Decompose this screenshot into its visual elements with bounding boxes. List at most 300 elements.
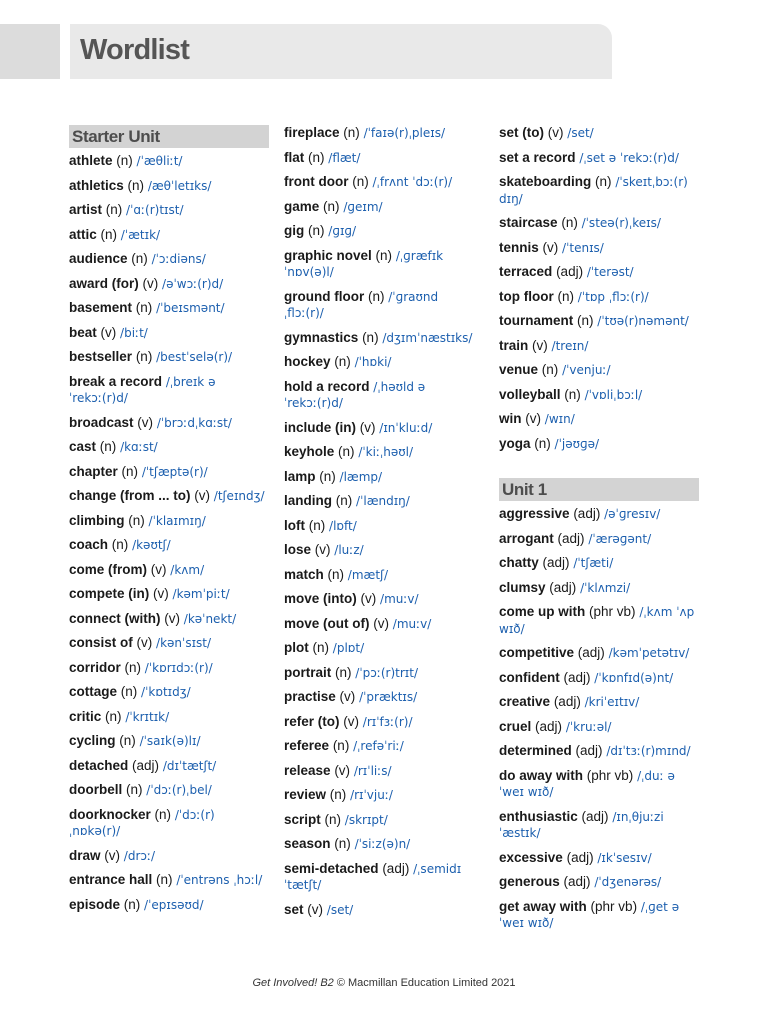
pronunciation: /set/ [567, 126, 594, 140]
wordlist-entry [499, 125, 699, 142]
pronunciation: /ˈepɪsəʊd/ [144, 897, 204, 912]
headword: chatty [499, 555, 539, 570]
footer-book-title: Get Involved! B2 [252, 977, 334, 989]
wordlist-entry [69, 415, 269, 432]
wordlist-entry [284, 714, 484, 731]
part-of-speech: (n) [334, 836, 351, 851]
headword: confident [499, 669, 560, 685]
pronunciation: /skrɪpt/ [344, 812, 388, 827]
part-of-speech: (v) [307, 901, 324, 917]
part-of-speech: (adj) [557, 530, 585, 546]
wordlist-entry [284, 223, 484, 240]
wordlist-entry [499, 313, 699, 330]
part-of-speech: (n) [127, 177, 145, 193]
wordlist-entry [284, 518, 484, 535]
headword: train [499, 337, 529, 353]
section-heading-unit-1: Unit 1 [499, 478, 699, 501]
wordlist-entry [499, 506, 699, 523]
pronunciation: /ˈɡraʊnd ˌflɔː(r)/ [284, 289, 439, 320]
pronunciation: /ˈkrɪtɪk/ [125, 709, 170, 724]
part-of-speech: (v) [547, 125, 564, 140]
entry-list [284, 125, 484, 918]
wordlist-entry [69, 300, 269, 317]
pronunciation: /əˈɡresɪv/ [604, 507, 661, 521]
headword: award (for) [69, 275, 139, 291]
wordlist-entry [69, 251, 269, 268]
wordlist-entry [284, 469, 484, 486]
wordlist-entry [69, 513, 269, 530]
pronunciation: /æθˈletɪks/ [147, 178, 212, 193]
part-of-speech: (n) [124, 659, 142, 675]
wordlist-entry [284, 248, 484, 281]
part-of-speech: (n) [335, 664, 352, 680]
part-of-speech: (n) [126, 782, 143, 797]
part-of-speech: (v) [532, 337, 548, 353]
pronunciation: /ˌfrʌnt ˈdɔː(r)/ [372, 175, 453, 189]
headword: doorknocker [69, 806, 151, 822]
headword: script [284, 811, 321, 827]
headword: compete (in) [69, 586, 150, 601]
part-of-speech: (n) [154, 806, 172, 822]
wordlist-entry [284, 493, 484, 510]
wordlist-entry [284, 420, 484, 437]
pronunciation: /ˈdɔː(r)ˌbel/ [146, 783, 212, 797]
headword: gymnastics [284, 329, 359, 345]
wordlist-entry [284, 150, 484, 167]
headword: set [284, 901, 304, 917]
part-of-speech: (n) [323, 198, 340, 214]
headword: match [284, 566, 324, 582]
headword: set (to) [499, 125, 544, 140]
pronunciation: /plɒt/ [332, 641, 365, 655]
part-of-speech: (adj) [382, 860, 410, 876]
headword: tennis [499, 239, 539, 255]
part-of-speech: (n) [595, 174, 612, 189]
wordlist-entry [284, 665, 484, 682]
pronunciation: /kəmˈpiːt/ [172, 587, 230, 601]
headword: artist [69, 202, 103, 217]
headword: skateboarding [499, 174, 592, 189]
headword: come up with [499, 604, 586, 619]
headword: doorbell [69, 782, 123, 797]
part-of-speech: (n) [308, 223, 325, 238]
part-of-speech: (v) [194, 488, 211, 503]
part-of-speech: (v) [373, 615, 390, 631]
entry-list [69, 153, 269, 913]
headword: basement [69, 300, 133, 315]
pronunciation: /ˈterəst/ [586, 265, 634, 279]
pronunciation: /mætʃ/ [347, 567, 389, 582]
pronunciation: /drɔː/ [123, 848, 156, 863]
headword: audience [69, 251, 128, 266]
part-of-speech: (n) [352, 174, 369, 189]
headword: entrance hall [69, 872, 153, 887]
pronunciation: /ˈfaɪə(r)ˌpleɪs/ [363, 126, 446, 140]
headword: gig [284, 223, 305, 238]
part-of-speech: (v) [137, 414, 154, 430]
part-of-speech: (v) [100, 324, 117, 340]
wordlist-entry [69, 733, 269, 750]
pronunciation: /ˈsiːz(ə)n/ [354, 837, 411, 851]
wordlist-entry [69, 178, 269, 195]
headword: excessive [499, 849, 563, 865]
part-of-speech: (n) [119, 733, 136, 748]
wordlist-entry [284, 616, 484, 633]
headword: coach [69, 537, 109, 552]
part-of-speech: (n) [334, 354, 351, 369]
wordlist-entry [499, 240, 699, 257]
headword: yoga [499, 435, 531, 451]
section-spacer [499, 460, 699, 478]
wordlist-entry [69, 227, 269, 244]
headword: cruel [499, 718, 532, 734]
pronunciation: /ˈtʃæptə(r)/ [141, 464, 208, 479]
pronunciation: /ˌduː əˈweɪ wɪð/ [499, 768, 675, 799]
wordlist-entry [69, 276, 269, 293]
part-of-speech: (n) [577, 313, 594, 328]
page-title: Wordlist [80, 34, 190, 66]
pronunciation: /ˈtenɪs/ [562, 240, 604, 255]
part-of-speech: (phr vb) [590, 898, 638, 914]
part-of-speech: (adj) [542, 555, 570, 570]
pronunciation: /ɪkˈsesɪv/ [597, 850, 652, 865]
part-of-speech: (n) [131, 251, 148, 266]
headword: athletics [69, 177, 124, 193]
pronunciation: /kəʊtʃ/ [132, 538, 171, 552]
pronunciation: /kəmˈpetətɪv/ [608, 646, 690, 660]
part-of-speech: (n) [332, 738, 350, 753]
pronunciation: /ˈlændɪŋ/ [356, 494, 410, 508]
wordlist-entry [499, 694, 699, 711]
wordlist-entry [284, 289, 484, 322]
pronunciation: /ˈklaɪmɪŋ/ [148, 513, 206, 528]
wordlist-entry [499, 362, 699, 379]
wordlist-entry [499, 436, 699, 453]
headword: flat [284, 149, 305, 165]
part-of-speech: (n) [308, 149, 325, 165]
wordlist-entry [499, 743, 699, 760]
headword: lose [284, 542, 312, 557]
headword: set a record [499, 149, 576, 165]
wordlist-entry [284, 567, 484, 584]
headword: season [284, 836, 331, 851]
headword: hold a record [284, 378, 370, 394]
pronunciation: /set/ [326, 902, 354, 917]
part-of-speech: (n) [362, 329, 379, 345]
headword: graphic novel [284, 247, 372, 263]
wordlist-entry [69, 660, 269, 677]
pronunciation: /kʌm/ [170, 562, 205, 577]
headword: beat [69, 324, 97, 340]
part-of-speech: (adj) [553, 694, 581, 709]
wordlist-entry [284, 738, 484, 755]
wordlist-entry [499, 580, 699, 597]
pronunciation: /ˈkɒtɪdʒ/ [141, 685, 191, 699]
headword: staircase [499, 215, 558, 230]
headword: portrait [284, 664, 332, 680]
headword: win [499, 411, 522, 426]
pronunciation: /ˌɡræfɪk ˈnɒv(ə)l/ [284, 248, 444, 279]
headword: refer (to) [284, 713, 340, 729]
headword: arrogant [499, 530, 554, 546]
wordlist-entry [284, 542, 484, 559]
headword: front door [284, 174, 349, 189]
headword: venue [499, 362, 539, 377]
wordlist-entry [499, 264, 699, 281]
pronunciation: /treɪn/ [551, 338, 589, 353]
wordlist-entry [499, 215, 699, 232]
part-of-speech: (n) [541, 362, 559, 377]
wordlist-entry [284, 812, 484, 829]
headword: consist of [69, 635, 133, 650]
part-of-speech: (n) [135, 349, 153, 364]
headword: release [284, 762, 331, 778]
headword: semi-detached [284, 860, 379, 876]
wordlist-entry [69, 611, 269, 628]
headword: determined [499, 743, 572, 758]
wordlist-entry [69, 848, 269, 865]
part-of-speech: (v) [136, 635, 153, 650]
part-of-speech: (v) [164, 610, 181, 626]
wordlist-entry [499, 338, 699, 355]
wordlist-entry [284, 787, 484, 804]
wordlist-entry [499, 645, 699, 662]
part-of-speech: (adj) [563, 874, 591, 889]
part-of-speech: (n) [324, 811, 342, 827]
wordlist-entry [69, 897, 269, 914]
headword: plot [284, 640, 309, 655]
pronunciation: /ˌrefəˈriː/ [353, 739, 404, 753]
part-of-speech: (n) [312, 640, 330, 655]
wordlist-column-2 [284, 125, 484, 926]
pronunciation: /wɪn/ [544, 412, 575, 426]
headword: hockey [284, 354, 331, 369]
part-of-speech: (n) [329, 787, 347, 802]
part-of-speech: (adj) [563, 669, 591, 685]
wordlist-entry [69, 782, 269, 799]
pronunciation: /ˈdɔː(r) ˌnɒkə(r)/ [69, 807, 215, 838]
part-of-speech: (adj) [535, 718, 563, 734]
pronunciation: /ˈvenjuː/ [562, 363, 611, 377]
pronunciation: /ˌkʌm ˈʌp wɪð/ [499, 605, 695, 636]
pronunciation: /ˈtʃæti/ [573, 556, 614, 570]
headword: come (from) [69, 561, 148, 577]
pronunciation: /dɪˈtɜː(r)mɪnd/ [606, 744, 691, 758]
headword: clumsy [499, 579, 546, 595]
headword: episode [69, 896, 121, 912]
pronunciation: /ˈætɪk/ [120, 227, 161, 242]
headword: get away with [499, 898, 587, 914]
wordlist-entry [69, 325, 269, 342]
wordlist-entry [69, 709, 269, 726]
wordlist-entry [284, 199, 484, 216]
wordlist-entry [284, 836, 484, 853]
wordlist-entry [499, 719, 699, 736]
wordlist-entry [284, 591, 484, 608]
headword: tournament [499, 313, 574, 328]
pronunciation: /ˈkiːˌhəʊl/ [358, 445, 414, 459]
part-of-speech: (n) [338, 444, 355, 459]
wordlist-entry [499, 387, 699, 404]
pronunciation: /biːt/ [120, 325, 148, 340]
pronunciation: /ɡeɪm/ [343, 199, 383, 214]
headword: landing [284, 493, 332, 508]
pronunciation: /flæt/ [328, 150, 361, 165]
wordlist-entry [69, 202, 269, 219]
wordlist-entry [499, 604, 699, 637]
pronunciation: /kɑːst/ [120, 440, 158, 454]
headword: competitive [499, 645, 575, 660]
pronunciation: /ˈæθliːt/ [136, 154, 183, 168]
headword: creative [499, 694, 551, 709]
wordlist-entry [499, 411, 699, 428]
wordlist-entry [284, 174, 484, 191]
part-of-speech: (adj) [132, 757, 160, 773]
pronunciation: /rɪˈvjuː/ [350, 788, 393, 802]
pronunciation: /ˈtʊə(r)nəmənt/ [597, 314, 689, 328]
wordlist-entry [284, 763, 484, 780]
part-of-speech: (n) [120, 684, 138, 699]
part-of-speech: (n) [128, 512, 145, 528]
headword: include (in) [284, 419, 356, 435]
part-of-speech: (n) [121, 463, 139, 479]
wordlist-entry [284, 354, 484, 371]
wordlist-entry [284, 640, 484, 657]
footer-copyright: © Macmillan Education Limited 2021 [333, 977, 516, 989]
headword: move (out of) [284, 615, 370, 631]
part-of-speech: (v) [360, 591, 377, 606]
headword: change (from ... to) [69, 488, 191, 503]
pronunciation: /læmp/ [339, 469, 383, 484]
pronunciation: /ˈkruːəl/ [565, 719, 612, 734]
part-of-speech: (adj) [566, 849, 594, 865]
headword: chapter [69, 463, 118, 479]
pronunciation: /ˈskeɪtˌbɔː(r) dɪŋ/ [499, 175, 688, 206]
headword: cottage [69, 684, 118, 699]
headword: attic [69, 226, 97, 242]
pronunciation: /ɪnˌθjuːziˈæstɪk/ [499, 809, 664, 840]
wordlist-entry [69, 153, 269, 170]
headword: cast [69, 439, 97, 454]
pronunciation: /ˈɔːdiəns/ [151, 252, 206, 266]
pronunciation: /ˈklʌmzi/ [580, 580, 631, 595]
wordlist-entry [69, 562, 269, 579]
pronunciation: /bestˈselə(r)/ [156, 350, 233, 364]
part-of-speech: (v) [343, 713, 360, 729]
part-of-speech: (n) [375, 247, 393, 263]
part-of-speech: (n) [327, 566, 345, 582]
headword: practise [284, 689, 336, 704]
part-of-speech: (v) [314, 542, 331, 557]
wordlist-entry [69, 374, 269, 407]
part-of-speech: (phr vb) [589, 604, 636, 619]
part-of-speech: (n) [100, 226, 118, 242]
part-of-speech: (adj) [581, 808, 609, 824]
wordlist-entry [284, 125, 484, 142]
pronunciation: /kəˈnekt/ [183, 611, 237, 626]
pronunciation: /lɒft/ [329, 518, 357, 533]
wordlist-entry [69, 758, 269, 775]
wordlist-entry [69, 807, 269, 840]
pronunciation: /ˈsaɪk(ə)lɪ/ [139, 734, 201, 748]
part-of-speech: (v) [334, 762, 351, 778]
pronunciation: /ˌɡet əˈweɪ wɪð/ [499, 899, 680, 930]
part-of-speech: (v) [142, 275, 159, 291]
headword: loft [284, 517, 305, 533]
headword: climbing [69, 512, 125, 528]
wordlist-entry [284, 689, 484, 706]
pronunciation: /ɪnˈkluːd/ [379, 420, 433, 435]
wordlist-entry [499, 531, 699, 548]
headword: fireplace [284, 125, 340, 140]
wordlist-entry [69, 537, 269, 554]
headword: corridor [69, 659, 121, 675]
wordlist-entry [69, 488, 269, 505]
pronunciation: /ˈpræktɪs/ [359, 690, 418, 704]
pronunciation: /ˈkɒrɪdɔː(r)/ [144, 660, 213, 675]
wordlist-entry [499, 850, 699, 867]
part-of-speech: (adj) [573, 506, 601, 521]
pronunciation: /kənˈsɪst/ [156, 636, 212, 650]
headword: broadcast [69, 414, 134, 430]
wordlist-entry [499, 555, 699, 572]
wordlist-entry [284, 379, 484, 412]
headword: draw [69, 847, 101, 863]
pronunciation: /luːz/ [334, 543, 364, 557]
part-of-speech: (n) [335, 493, 353, 508]
part-of-speech: (n) [135, 300, 153, 315]
headword: connect (with) [69, 610, 161, 626]
wordlist-entry [69, 872, 269, 889]
part-of-speech: (n) [105, 708, 122, 724]
wordlist-entry [499, 174, 699, 207]
pronunciation: /ɡɪɡ/ [328, 224, 357, 238]
part-of-speech: (v) [542, 239, 559, 255]
pronunciation: /kriˈeɪtɪv/ [584, 695, 640, 709]
section-heading-starter-unit: Starter Unit [69, 125, 269, 148]
headword: keyhole [284, 444, 335, 459]
part-of-speech: (n) [105, 202, 123, 217]
pronunciation: /ˌbreɪk ə ˈrekɔː(r)d/ [69, 374, 216, 405]
part-of-speech: (n) [557, 288, 574, 304]
entry-list [499, 125, 699, 452]
pronunciation: /ˈærəɡənt/ [588, 531, 652, 546]
wordlist-entry [284, 330, 484, 347]
part-of-speech: (n) [99, 439, 117, 454]
wordlist-entry [499, 670, 699, 687]
pronunciation: /ˈhɒki/ [354, 355, 392, 369]
part-of-speech: (v) [525, 411, 542, 426]
page-footer [0, 977, 768, 989]
part-of-speech: (n) [308, 517, 326, 533]
wordlist-entry [69, 684, 269, 701]
part-of-speech: (n) [111, 537, 129, 552]
pronunciation: /ˈsteə(r)ˌkeɪs/ [581, 216, 661, 230]
headword: referee [284, 738, 330, 753]
headword: move (into) [284, 591, 357, 606]
pronunciation: /rɪˈliːs/ [353, 763, 392, 778]
title-bar [70, 24, 612, 79]
headword: lamp [284, 468, 316, 484]
headword: bestseller [69, 349, 133, 364]
headword: detached [69, 757, 129, 773]
pronunciation: /əˈwɔː(r)d/ [162, 276, 224, 291]
headword: game [284, 198, 320, 214]
part-of-speech: (n) [116, 153, 133, 168]
wordlist-entry [499, 289, 699, 306]
pronunciation: /ˈkɒnfɪd(ə)nt/ [594, 670, 674, 685]
part-of-speech: (v) [359, 419, 376, 435]
